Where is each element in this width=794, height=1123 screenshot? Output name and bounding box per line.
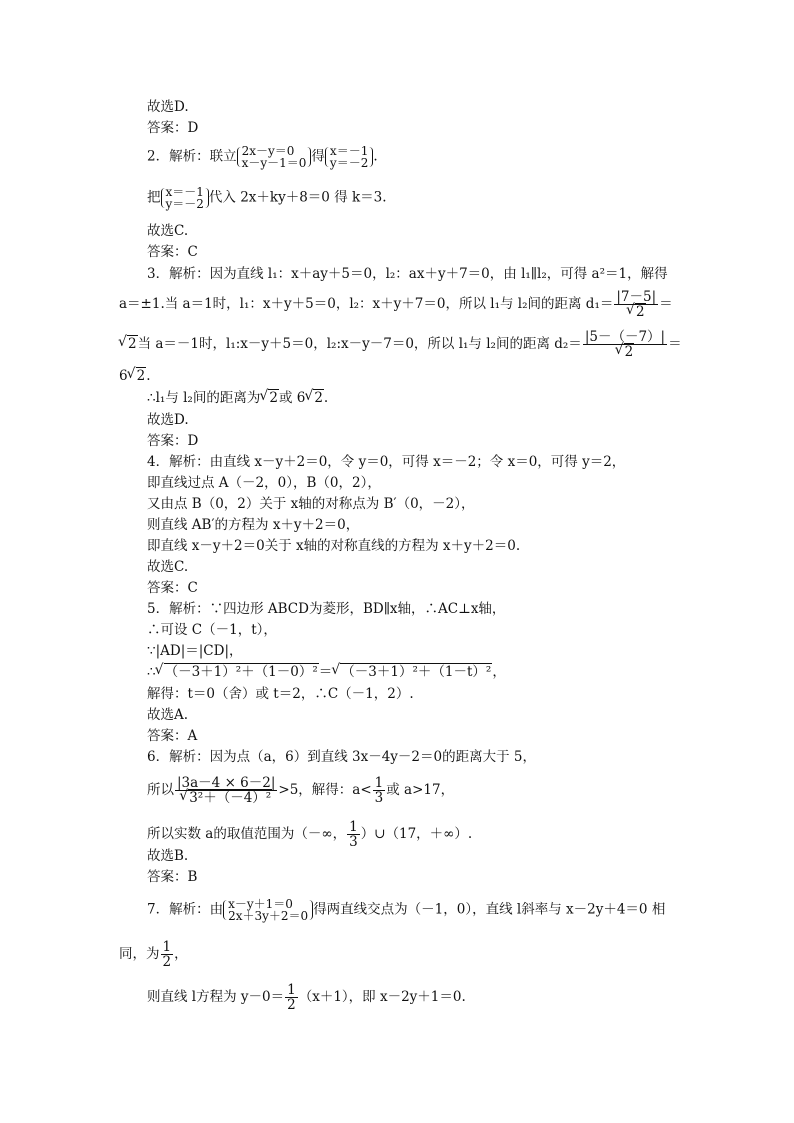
text-span: 或 a>17， (386, 782, 455, 798)
fraction-numerator: |7－5| (616, 289, 657, 305)
text-line: 3．解析：因为直线 l₁：x＋ay＋5＝0，l₂：ax＋y＋7＝0，由 l₁∥l₂，可得 a²＝1，解得 (147, 266, 668, 282)
sqrt (119, 336, 138, 352)
equation-row: 2x＋3y＋2＝0 (228, 909, 309, 923)
text-line: ∴可设 C（－1，t）， (147, 622, 277, 638)
text-span: 当 a＝－1时，l₁:x－y＋5＝0，l₂:x－y－7＝0，所以 l₁与 l₂间的距离 d₂＝ (137, 336, 582, 352)
fraction (161, 940, 174, 969)
text-span: ＝ (318, 664, 333, 680)
text-span: . (373, 148, 378, 165)
equation-row: x－y＋1＝0 (228, 897, 293, 911)
fraction-numerator: 1 (287, 982, 296, 998)
text-line (119, 330, 682, 359)
fraction (614, 290, 658, 319)
equation-system (223, 898, 313, 922)
text-line: 答案：C (147, 244, 198, 260)
text-span: 6 (119, 368, 128, 384)
text-span: . (323, 390, 329, 406)
text-span: . (146, 368, 151, 384)
text-line (147, 898, 665, 922)
text-line: 故选B. (147, 848, 189, 864)
equation-row: x－y－1＝0 (241, 156, 307, 170)
text-line (147, 145, 378, 169)
text-line (147, 776, 454, 805)
fraction-denominator: 2 (287, 997, 296, 1013)
fraction (373, 776, 386, 805)
text-span: 所以 (147, 782, 174, 798)
text-span: 得两直线交点为（－1，0），直线 l斜率与 x－2y＋4＝0 相 (313, 901, 666, 918)
text-span: 或 6 (278, 390, 306, 406)
text-line (119, 290, 673, 319)
text-span: ＝ (659, 296, 673, 312)
text-span: 7．解析：由 (147, 901, 224, 918)
sqrt (128, 368, 147, 384)
text-line: 答案：A (147, 728, 198, 744)
equation-system (237, 145, 312, 169)
fraction-numerator: 1 (349, 819, 358, 835)
text-span: a＝±1.当 a＝1时，l₁：x＋y＋5＝0，l₂：x＋y＋7＝0，所以 l₁与 l₂间的距离 d₁＝ (119, 296, 614, 312)
radicand: 3²＋（－4）² (189, 790, 272, 806)
equation-row: y＝－2 (165, 197, 204, 211)
sqrt (180, 791, 272, 805)
text-line: 故选D. (147, 412, 189, 428)
text-line: 又由点 B（0，2）关于 x轴的对称点为 B′（0，－2）， (147, 496, 475, 512)
radicand: 2 (128, 336, 137, 352)
fraction-denominator (175, 791, 277, 805)
text-line: 故选C. (147, 223, 189, 239)
text-span: ∴ (147, 664, 156, 680)
text-span: ）∪（17，＋∞）. (360, 826, 473, 842)
text-line (147, 820, 472, 849)
text-line: 即直线 x－y＋2＝0关于 x轴的对称直线的方程为 x＋y＋2＝0. (147, 538, 521, 554)
text-span: （x＋1），即 x－2y＋1＝0. (298, 989, 466, 1005)
text-span: 把 (147, 189, 161, 206)
sqrt (260, 390, 279, 406)
text-line (147, 983, 466, 1012)
text-span: ∴l₁与 l₂间的距离为 (147, 390, 261, 406)
text-span: 代入 2x＋ky＋8＝0 得 k＝3. (208, 189, 387, 206)
text-span: >5，解得：a< (278, 782, 372, 798)
equation-system (161, 186, 209, 210)
text-line: 4．解析：由直线 x－y＋2＝0，令 y＝0，可得 x＝－2；令 x＝0，可得 y＝2， (147, 454, 626, 470)
fraction-denominator: 3 (374, 790, 384, 806)
radicand: 2 (314, 390, 323, 406)
radicand: 2 (269, 390, 278, 406)
radicand: （－3＋1）²＋（1－t）² (341, 664, 492, 680)
equation-row: y＝－2 (329, 156, 369, 170)
radicand: （－3＋1）²＋（1－0）² (164, 664, 318, 680)
sqrt (305, 390, 324, 406)
text-line: 答案：D (147, 433, 199, 449)
equation-row: x＝－1 (165, 185, 204, 199)
fraction-numerator: 1 (162, 939, 172, 955)
sqrt (616, 345, 635, 359)
text-line: 则直线 AB′的方程为 x＋y＋2＝0， (147, 517, 360, 533)
text-line: 答案：D (147, 120, 199, 136)
text-span: 得 (311, 148, 325, 165)
text-line: 5．解析：∵四边形 ABCD为菱形，BD∥x轴，∴AC⊥x轴， (147, 601, 506, 617)
text-line: 答案：C (147, 580, 198, 596)
text-span: 2．解析：联立 (147, 148, 237, 165)
text-span: ， (492, 664, 506, 680)
text-line (119, 940, 188, 969)
text-line: 故选A. (147, 707, 189, 723)
sqrt (627, 305, 646, 319)
equation-system (325, 145, 373, 169)
fraction-numerator: |5－（－7）| (584, 329, 666, 345)
sqrt (332, 664, 492, 680)
text-line: 解得：t＝0（舍）或 t＝2，∴C（－1，2）. (147, 686, 414, 702)
text-span: 所以实数 a的取值范围为（－∞， (147, 826, 347, 842)
fraction-numerator: |3a－4 × 6－2| (177, 775, 276, 791)
text-line: 故选C. (147, 559, 189, 575)
equation-row: x＝－1 (329, 144, 369, 158)
text-span: ， (174, 946, 188, 962)
text-line (147, 186, 387, 210)
text-span: 同，为 (119, 946, 160, 962)
text-line: 即直线过点 A（－2，0），B（0，2）， (147, 475, 381, 491)
text-span: 则直线 l方程为 y－0＝ (147, 989, 285, 1005)
fraction (583, 330, 667, 359)
fraction-numerator: 1 (374, 775, 384, 791)
text-line (119, 368, 150, 384)
fraction-denominator (614, 305, 658, 319)
equation-row: 2x－y＝0 (241, 144, 295, 158)
sqrt (156, 664, 319, 680)
fraction-denominator: 2 (162, 954, 172, 970)
radicand: 2 (635, 304, 645, 320)
text-line (147, 390, 328, 406)
text-span: ＝ (668, 336, 682, 352)
text-line: ∵|AD|＝|CD|， (147, 643, 243, 659)
text-line: 答案：B (147, 869, 198, 885)
fraction-denominator (583, 345, 667, 359)
fraction (347, 820, 360, 849)
radicand: 2 (624, 344, 634, 360)
text-line (147, 664, 506, 680)
text-line: 6．解析：因为点（a，6）到直线 3x－4y－2＝0的距离大于 5， (147, 749, 536, 765)
fraction (285, 983, 298, 1012)
fraction-denominator: 3 (349, 834, 358, 850)
text-line: 故选D. (147, 99, 189, 115)
radicand: 2 (136, 368, 146, 384)
fraction (175, 776, 277, 805)
